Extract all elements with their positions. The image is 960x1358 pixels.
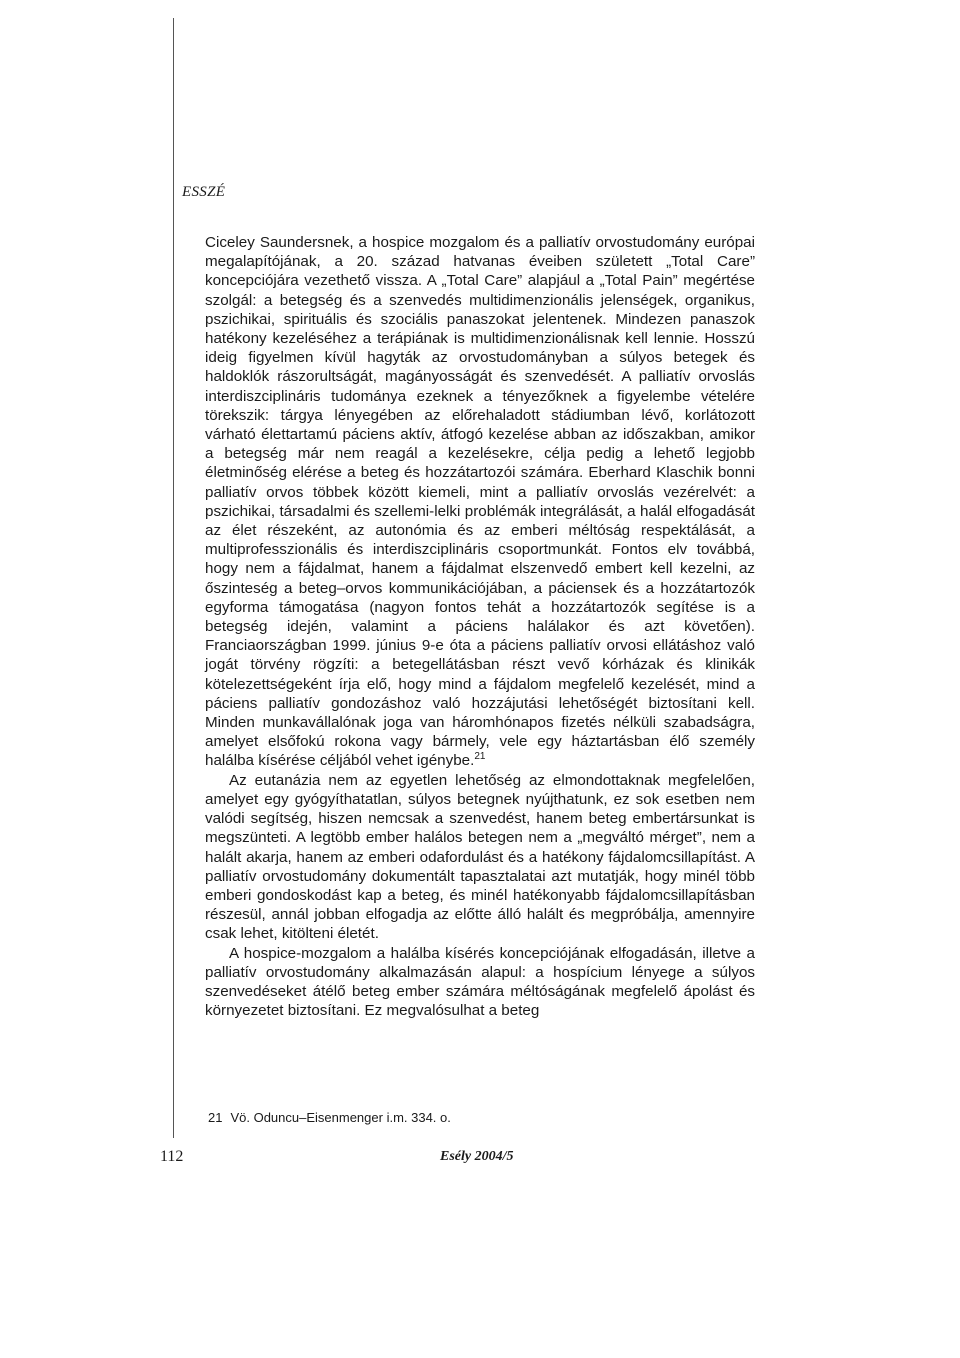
paragraph	[205, 233, 755, 771]
footnote-number: 21	[208, 1110, 223, 1125]
paragraph-text: Ciceley Saundersnek, a hospice mozgalom és a palliatív orvostudomány európai megalapítójának, a 20. század hatvanas éveiben született „Total Care” koncepciójára vezethető vissza. A „Total Care” alapjául a „Total Pain” megértése szolgál: a betegség és a szenvedés multidimenzionális jelenségek, organikus, pszichikai, spirituális és szociális panaszokat jelentenek. Mindezen panaszok hatékony kezeléséhez a terápiának is multidimenzionálisnak kell lennie. Hosszú ideig figyelmen kívül hagyták az orvostudományban a súlyos betegek és haldoklók rászorultságát, magányosságát és szenvedését. A palliatív orvoslás interdiszciplináris tudománya ezeknek a tényezőknek a figyelembe vételére törekszik: tárgya lényegében az előrehaladott stádiumban lévő, korlátozott várható élettartamú páciens aktív, átfogó kezelése abban az időszakban, amikor a betegség már nem reagál a kezelésekre, célja pedig a lehető legjobb életminőség elérése a beteg és hozzátartozói számára. Eberhard Klaschik bonni palliatív orvos többek között kiemeli, mint a palliatív orvoslás vezérelvét: a pszichikai, társadalmi és szellemi-lelki problémák integrálását, a halál elfogadását az élet részeként, az autonómia és az emberi méltóság respektálását, a multiprofesszionális és interdiszciplináris csoportmunkát. Fontos elv továbbá, hogy nem a fájdalmat, hanem a fájdalmat elszenvedő embert kell kezelni, az őszinteség a beteg–orvos kommunikációjában, a páciensek és a hozzátartozók egyforma támogatása (nagyon fontos tehát a hozzátartozók segítése is a betegség idején, valamint a páciens halálakor és azt követően). Franciaországban 1999. június 9-e óta a páciens palliatív orvosi ellátáshoz való jogát törvény rögzíti: a betegellátásban részt vevő kórházak és klinikák kötelezettségeként írja elő, hogy mind a fájdalom megfelelő kezelését, mind a páciens palliatív gondozáshoz való hozzájutási lehetőségét biztosítani kell. Minden munkavállalónak joga van háromhónapos fizetés nélküli szabadságra, amelyet elsőfokú rokona vagy bármely, vele egy háztartásban élő személy halálba kísérése céljából vehet igénybe.	[205, 234, 755, 770]
margin-rule	[173, 18, 174, 1138]
footnote	[208, 1110, 451, 1125]
paragraph: A hospice-mozgalom a halálba kísérés koncepciójának elfogadásán, illetve a palliatív orvostudomány alkalmazásán alapul: a hospícium lényege a súlyos szenvedéseket átélő beteg ember számára méltóságának megfelelő ápolást és környezetet biztosítani. Ez megvalósulhat a beteg	[205, 944, 755, 1020]
article-body	[205, 233, 755, 1020]
footnote-reference[interactable]: 21	[474, 751, 486, 763]
paragraph: Az eutanázia nem az egyetlen lehetőség az elmondottaknak megfelelően, amelyet egy gyógyíthatatlan, súlyos betegnek nyújthatunk, ez sok esetben nem valódi segítség, hiszen nemcsak a szenvedést, hanem beteg embertársunkat is megszünteti. A legtöbb ember halálos betegen nem a „megváltó mérget”, nem a halált akarja, hanem az emberi odafordulást és a hatékony fájdalomcsillapítást. A palliatív orvostudomány dokumentált tapasztalatai azt mutatják, hogy minél több emberi gondoskodást kap a beteg, és minél hatékonyabb fájdalomcsillapításban részesül, annál jobban elfogadja az előtte álló halált és megpróbálja, amennyire csak lehet, kitölteni életét.	[205, 771, 755, 943]
footnote-text: Vö. Oduncu–Eisenmenger i.m. 334. o.	[230, 1110, 451, 1125]
section-label: ESSZÉ	[182, 184, 226, 200]
page-number: 112	[160, 1148, 184, 1165]
running-footer: Esély 2004/5	[440, 1149, 514, 1164]
